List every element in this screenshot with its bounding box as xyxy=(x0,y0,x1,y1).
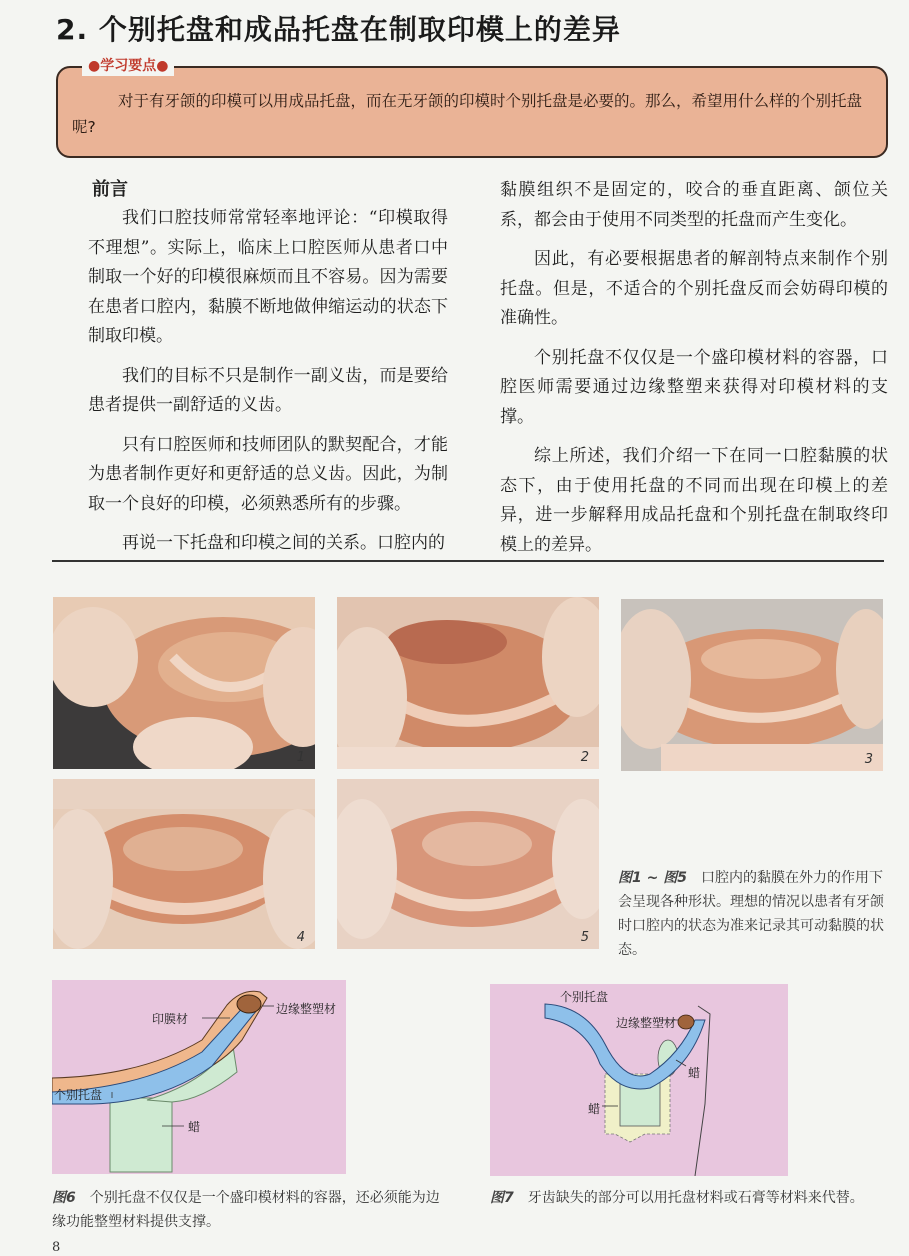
photo-4 xyxy=(53,779,315,949)
fig7-diagram xyxy=(490,984,788,1176)
label-wax: 蜡 xyxy=(188,1120,201,1134)
photo-number: 1 xyxy=(296,750,305,765)
caption-label: 图7 xyxy=(490,1190,514,1206)
photo-number: 2 xyxy=(580,750,589,765)
paragraph: 我们口腔技师常常轻率地评论：“印模取得不理想”。实际上，临床上口腔医师从患者口中制取一个好的印模很麻烦而且不容易。因为需要在患者口腔内，黏膜不断地做伸缩运动的状态下制取印模。 xyxy=(88,208,448,346)
paragraph: 再说一下托盘和印模之间的关系。口腔内的 xyxy=(122,533,445,553)
key-points-text: 对于有牙颌的印模可以用成品托盘，而在无牙颌的印模时个别托盘是必要的。那么，希望用什么样的个别托盘呢? xyxy=(72,92,863,136)
caption-text: 个别托盘不仅仅是一个盛印模材料的容器，还必须能为边缘功能整塑材料提供支撑。 xyxy=(52,1190,440,1230)
label-impression-material: 印膜材 xyxy=(152,1012,189,1026)
fig7-caption xyxy=(490,1186,890,1210)
right-column xyxy=(500,176,888,570)
photo-number: 4 xyxy=(296,930,305,945)
fig6-caption xyxy=(52,1186,452,1234)
section-divider xyxy=(52,560,884,562)
fig1-5-caption xyxy=(618,866,886,962)
label-wax-left: 蜡 xyxy=(588,1102,601,1116)
paragraph: 因此，有必要根据患者的解剖特点来制作个别托盘。但是，不适合的个别托盘反而会妨碍印模的准确性。 xyxy=(500,249,888,328)
photo-1 xyxy=(53,597,315,769)
paragraph: 只有口腔医师和技师团队的默契配合，才能为患者制作更好和更舒适的总义齿。因此，为制取一个良好的印模，必须熟悉所有的步骤。 xyxy=(88,434,448,514)
key-points-tag: ●学习要点● xyxy=(82,56,174,76)
label-custom-tray: 个别托盘 xyxy=(560,990,609,1004)
label-border-molding: 边缘整塑材 xyxy=(276,1002,337,1016)
photo-5 xyxy=(337,779,599,949)
photo-3 xyxy=(621,599,883,771)
paragraph: 综上所述，我们介绍一下在同一口腔黏膜的状态下，由于使用托盘的不同而出现在印模上的差异，进一步解释用成品托盘和个别托盘在制取终印模上的差异。 xyxy=(500,446,888,555)
photo-number: 3 xyxy=(864,752,873,767)
paragraph: 个别托盘不仅仅是一个盛印模材料的容器，口腔医师需要通过边缘整塑来获得对印模材料的支撑。 xyxy=(500,347,888,427)
caption-text: 牙齿缺失的部分可以用托盘材料或石膏等材料来代替。 xyxy=(527,1190,864,1206)
page-title: 2. 个别托盘和成品托盘在制取印模上的差异 xyxy=(56,13,621,46)
label-wax-right: 蜡 xyxy=(688,1066,701,1080)
photo-2 xyxy=(337,597,599,769)
label-border-molding: 边缘整塑材 xyxy=(616,1016,677,1030)
paragraph-continuation: 黏膜组织不是固定的，咬合的垂直距离、颌位关系，都会由于使用不同类型的托盘而产生变化。 xyxy=(500,180,888,230)
section-heading: 前言 xyxy=(92,179,128,200)
left-column xyxy=(88,176,448,569)
caption-label: 图1 ~ 图5 xyxy=(618,870,687,886)
fig6-diagram xyxy=(52,980,346,1174)
label-custom-tray: 个别托盘 xyxy=(54,1088,103,1102)
paragraph: 我们的目标不只是制作一副义齿，而是要给患者提供一副舒适的义齿。 xyxy=(88,365,448,415)
caption-text: 口腔内的黏膜在外力的作用下会呈现各种形状。理想的情况以患者有牙颌时口腔内的状态为准来记录其可动黏膜的状态。 xyxy=(618,870,884,958)
caption-label: 图6 xyxy=(52,1190,76,1206)
photo-number: 5 xyxy=(580,930,589,945)
page-number: 8 xyxy=(52,1240,61,1255)
